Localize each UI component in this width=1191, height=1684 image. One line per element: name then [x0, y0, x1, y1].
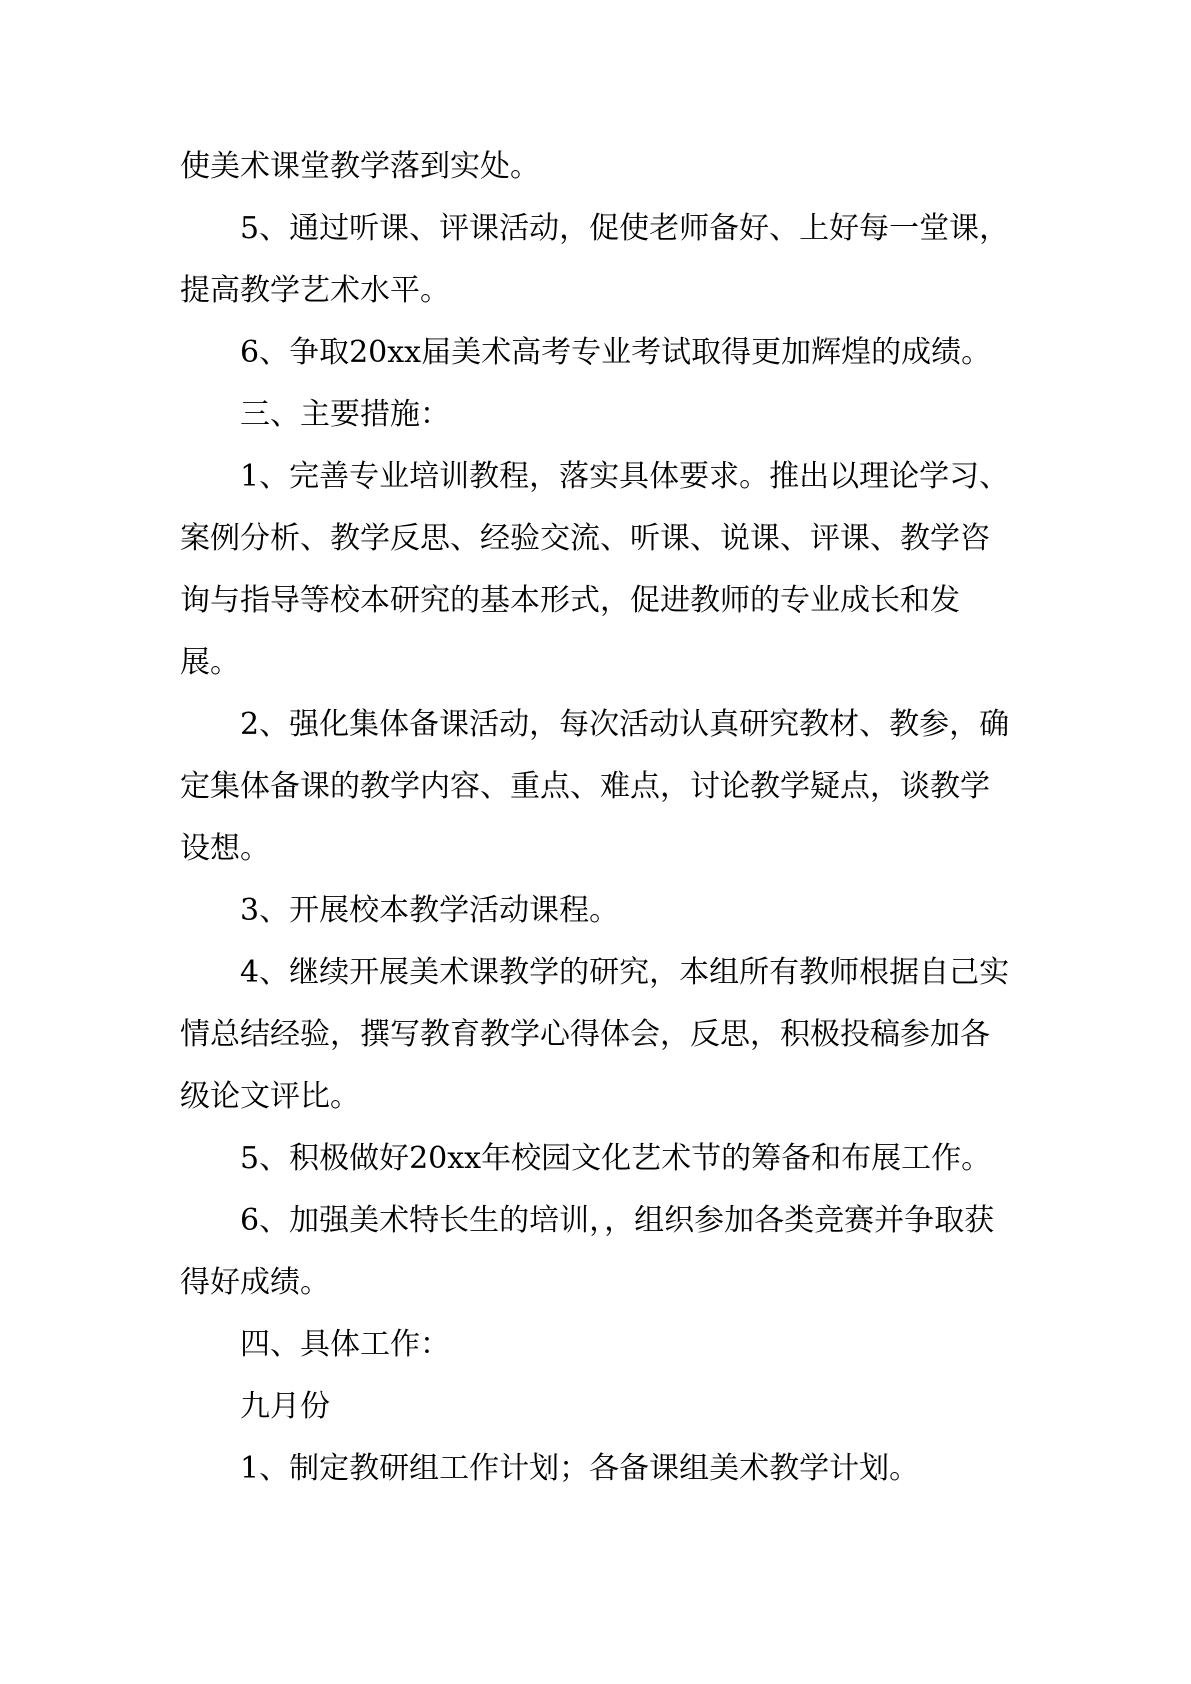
paragraph-10: 6、加强美术特长生的培训，，组织参加各类竞赛并争取获得好成绩。 — [180, 1203, 995, 1300]
paragraph-9: 5、积极做好20xx年校园文化艺术节的筹备和布展工作。 — [240, 1141, 992, 1176]
paragraph-13: 1、制定教研组工作计划；各备课组美术教学计划。 — [240, 1451, 920, 1486]
paragraph-7: 3、开展校本教学活动课程。 — [240, 893, 620, 928]
paragraph-8: 4、继续开展美术课教学的研究，本组所有教师根据自己实情总结经验，撰写教育教学心得体会，反思，积极投稿参加各级论文评比。 — [180, 955, 1010, 1114]
document-body — [180, 136, 1015, 1500]
paragraph-6: 2、强化集体备课活动，每次活动认真研究教材、教参，确定集体备课的教学内容、重点、难点，讨论教学疑点，谈教学设想。 — [180, 707, 1010, 866]
paragraph-5: 1、完善专业培训教程，落实具体要求。推出以理论学习、案例分析、教学反思、经验交流、听课、说课、评课、教学咨询与指导等校本研究的基本形式，促进教师的专业成长和发展。 — [180, 459, 1010, 680]
section-heading-measures: 三、主要措施： — [240, 397, 450, 432]
paragraph-1: 使美术课堂教学落到实处。 — [180, 149, 540, 184]
paragraph-2: 5、通过听课、评课活动，促使老师备好、上好每一堂课，提高教学艺术水平。 — [180, 211, 1010, 308]
section-heading-work: 四、具体工作： — [240, 1327, 450, 1362]
paragraph-3: 6、争取20xx届美术高考专业考试取得更加辉煌的成绩。 — [240, 335, 992, 370]
month-heading-september: 九月份 — [240, 1389, 330, 1424]
